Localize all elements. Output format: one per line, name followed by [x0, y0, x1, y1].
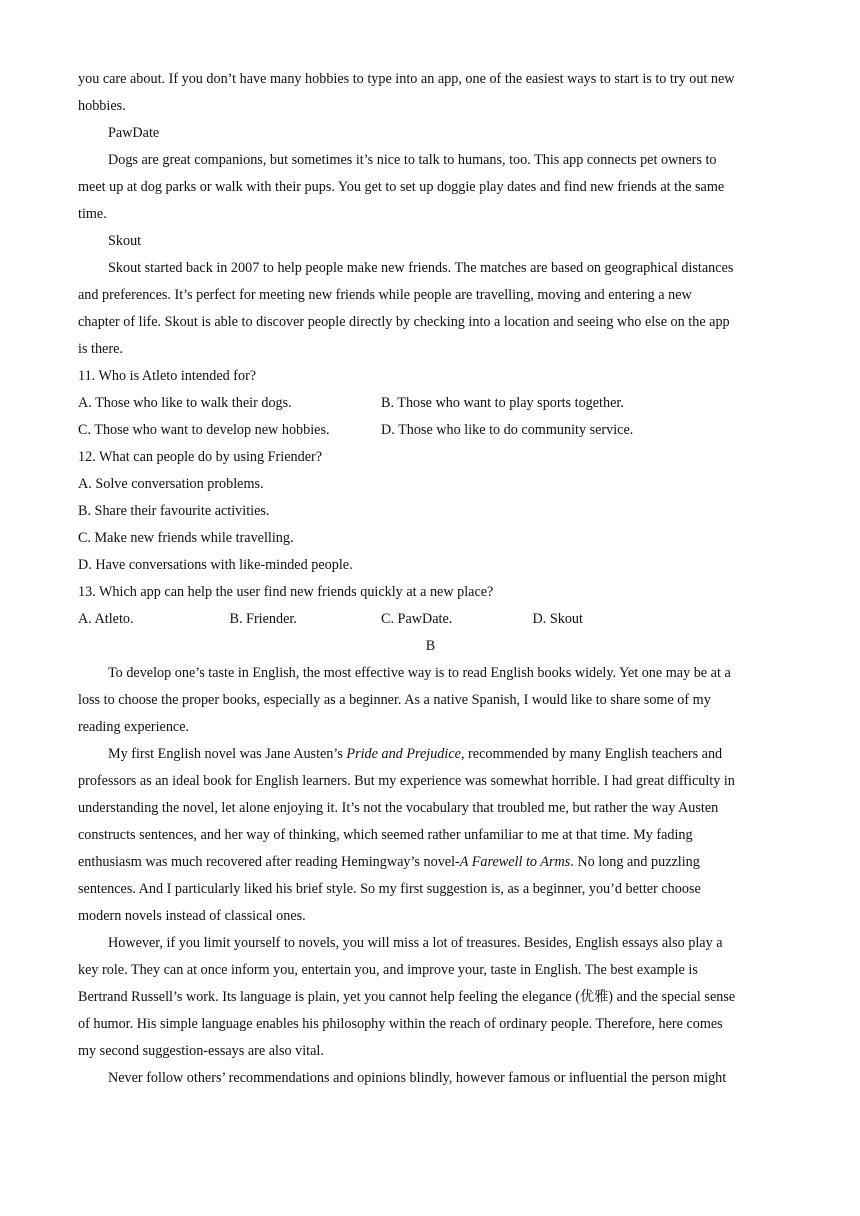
b-p1-line-1: To develop one’s taste in English, the most effective way is to read English books widely. Yet one may be at a: [108, 665, 731, 681]
b-p2-line-1-post: , recommended by many English teachers and: [460, 746, 723, 762]
b-p3-line-4: of humor. His simple language enables his philosophy within the reach of ordinary people. Therefore, here comes: [78, 1016, 723, 1032]
skout-heading: Skout: [108, 233, 142, 249]
pawdate-line-1: Dogs are great companions, but sometimes it’s nice to talk to humans, too. This app connects pet owners to: [108, 152, 717, 168]
b-p2-line-7: modern novels instead of classical ones.: [78, 908, 306, 924]
b-p3-line-3: Bertrand Russell’s work. Its language is plain, yet you cannot help feeling the elegance (优雅) and the special sense: [78, 989, 736, 1005]
b-p1-line-3: reading experience.: [78, 719, 190, 735]
b-p2-line-3: understanding the novel, let alone enjoying it. It’s not the vocabulary that troubled me, but rather the way Austen: [78, 800, 719, 816]
question-11-option-c: C. Those who want to develop new hobbies.: [78, 422, 330, 438]
b-p3-line-2: key role. They can at once inform you, entertain you, and improve your, taste in English. The best example is: [78, 962, 698, 978]
question-13-option-b: B. Friender.: [229, 611, 297, 627]
skout-line-4: is there.: [78, 341, 123, 357]
b-p2-line-1: [78, 741, 783, 768]
skout-line-2: and preferences. It’s perfect for meeting new friends while people are travelling, moving and entering a new: [78, 287, 692, 303]
question-11-stem: 11. Who is Atleto intended for?: [78, 368, 257, 384]
pawdate-line-3: time.: [78, 206, 107, 222]
question-11-option-d: D. Those who like to do community service.: [381, 422, 634, 438]
b-p2-line-4: constructs sentences, and her way of thinking, which seemed rather unfamiliar to me at that time. My fading: [78, 827, 693, 843]
question-13-option-c: C. PawDate.: [381, 611, 453, 627]
b-p2-line-5: [78, 849, 783, 876]
question-13-option-a: A. Atleto.: [78, 611, 134, 627]
b-p4-line-1: Never follow others’ recommendations and opinions blindly, however famous or influential the person might: [108, 1070, 727, 1086]
question-12-option-a: A. Solve conversation problems.: [78, 476, 264, 492]
skout-line-1: Skout started back in 2007 to help people make new friends. The matches are based on geographical distances: [108, 260, 734, 276]
question-12-stem: 12. What can people do by using Friender?: [78, 449, 323, 465]
question-12-option-c: C. Make new friends while travelling.: [78, 530, 294, 546]
intro-tail-line-1: you care about. If you don’t have many hobbies to type into an app, one of the easiest ways to start is to try out new: [78, 71, 735, 87]
b-p2-line-1-pre: My first English novel was Jane Austen’s: [108, 746, 347, 762]
question-12-option-d: D. Have conversations with like-minded people.: [78, 557, 353, 573]
skout-line-3: chapter of life. Skout is able to discover people directly by checking into a location and seeing who else on the app: [78, 314, 730, 330]
question-13-option-d: D. Skout: [532, 611, 583, 627]
b-p2-line-6: sentences. And I particularly liked his brief style. So my first suggestion is, as a beginner, you’d better choose: [78, 881, 701, 897]
question-11-options-row-1: [78, 390, 783, 417]
b-p3-line-5: my second suggestion-essays are also vital.: [78, 1043, 324, 1059]
question-12-option-b: B. Share their favourite activities.: [78, 503, 270, 519]
b-p3-line-1: However, if you limit yourself to novels, you will miss a lot of treasures. Besides, English essays also play a: [108, 935, 723, 951]
b-p2-line-5-pre: enthusiasm was much recovered after reading Hemingway’s novel-: [78, 854, 460, 870]
question-13-stem: 13. Which app can help the user find new friends quickly at a new place?: [78, 584, 494, 600]
b-p2-line-5-post: . No long and puzzling: [570, 854, 700, 870]
book-title-pride-and-prejudice: Pride and Prejudice: [346, 746, 461, 762]
question-13-options-row: [78, 606, 783, 633]
document-page: [78, 66, 783, 1092]
question-11-option-a: A. Those who like to walk their dogs.: [78, 395, 292, 411]
question-11-options-row-2: [78, 417, 783, 444]
b-p2-line-2: professors as an ideal book for English learners. But my experience was somewhat horrible. I had great difficulty in: [78, 773, 735, 789]
pawdate-line-2: meet up at dog parks or walk with their pups. You get to set up doggie play dates and find new friends at the same: [78, 179, 725, 195]
intro-tail-line-2: hobbies.: [78, 98, 126, 114]
question-11-option-b: B. Those who want to play sports together.: [381, 395, 624, 411]
pawdate-heading: PawDate: [108, 125, 160, 141]
b-p1-line-2: loss to choose the proper books, especially as a beginner. As a native Spanish, I would like to share some of my: [78, 692, 711, 708]
book-title-a-farewell-to-arms: A Farewell to Arms: [459, 854, 571, 870]
section-b-heading: B: [425, 638, 436, 654]
